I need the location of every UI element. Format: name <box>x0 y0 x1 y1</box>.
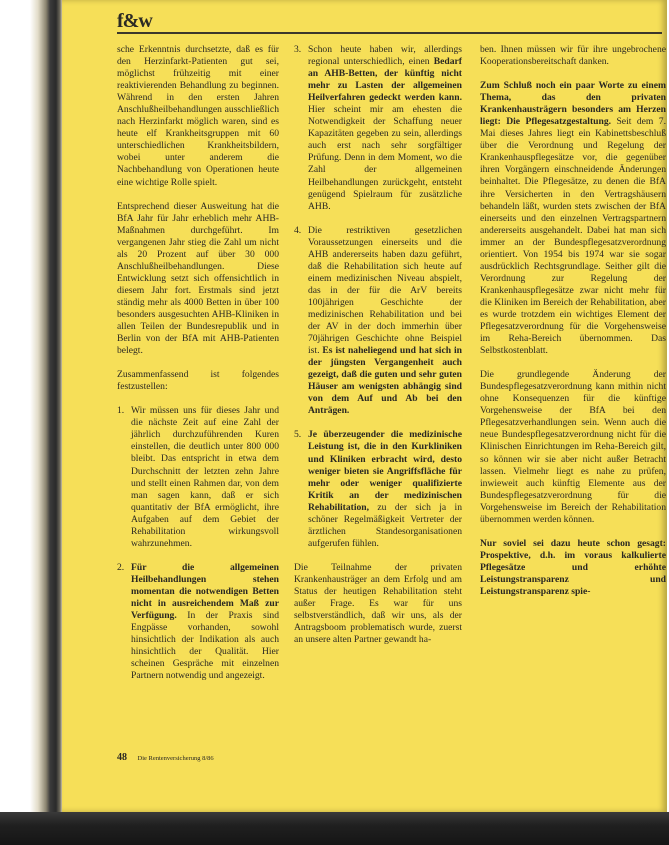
numbered-item-5 <box>294 429 462 549</box>
item-number: 4. <box>294 224 302 236</box>
numbered-item-1 <box>117 405 279 550</box>
paragraph: Die grundlegende Änderung der Bundespflegesatzverordnung kann mithin nicht ohne Konsequenzen für die künftige Vorgehensweise der BfA bei den Pflegesatzverhandlungen sein. Wenn auch die neue Bundespflegesatzverordnung nicht für die Klinischen Einrichtungen im Reha-Bereich gilt, so können wir sie aber nicht außer Betracht lassen. Vielmehr liegt es nahe zu prüfen, inwieweit auch künftig Elemente aus der Bundespflegesatzverordnung für die Vorgehensweise im Bereich der Rehabilitation übernommen werden können. <box>480 369 666 525</box>
paragraph: Die Teilnahme der privaten Krankenhausträger an dem Erfolg und am Status der heutigen Rehabilitation steht außer Frage. Es war für uns selbstverständlich, daß wir uns, als der Antragsboom problematisch wurde, zuerst an unsere alten Partner gewandt ha- <box>294 561 462 646</box>
bold-text: Je überzeugender die medizinische Leistung ist, die in den Kurkliniken und Kliniken erbracht wird, desto weniger bieten sie Angriffsfläche für mehr oder weniger qualifizierte Kritik an der medizinischen Rehabilitation, <box>308 429 462 513</box>
item-number: 2. <box>117 561 125 573</box>
bold-text: Nur soviel sei dazu heute schon gesagt: Prospektive, d.h. im voraus kalkulierte Pflegesätze und erhöhte Leistungstransparenz und Leistungstransparenz spie- <box>480 537 666 597</box>
scan-background <box>0 812 669 845</box>
paragraph: sche Erkenntnis durchsetzte, daß es für den Herzinfarkt-Patienten gut sei, möglichst frühzeitig mit einer reaktivierenden Behandlung zu beginnen. Während in den ersten Jahren Anschlußheilbehandlungen ausschließlich nach Herzinfarkt möglich waren, sind es heute elf Krankheitsgruppen mit 60 unterschiedlichen Krankheitsbildern, wobei unter anderem die Nachbehandlung von Operationen heute eine wichtige Rolle spielt. <box>117 44 279 188</box>
bold-text: Es ist naheliegend und hat sich in der jüngsten Vergangenheit auch gezeigt, daß die guten und sehr guten Häuser am wenigsten abhängig sind von dem Auf und Ab bei den Anträgen. <box>308 345 462 417</box>
numbered-item-2 <box>117 562 279 682</box>
book-spine-shadow <box>0 0 62 845</box>
text-column-1 <box>117 44 279 694</box>
paragraph: Entsprechend dieser Ausweitung hat die BfA Jahr für Jahr erheblich mehr AHB-Maßnahmen durchgeführt. Im vergangenen Jahr stieg die Zahl um nicht als 20 Prozent auf über 30 000 Anschlußheilbehandlungen. Diese Entwicklung setzt sich offensichtlich in diesem Jahr fort. Erstmals sind jetzt ständig mehr als 4000 Betten in über 100 besonders ausgesuchten AHB-Kliniken in allen Teilen der Bundesrepublik und in Berlin von der BfA mit AHB-Patienten belegt. <box>117 200 279 357</box>
item-text-rest: In der Praxis sind Engpässe vorhanden, sowohl hinsichtlich der Indikation als auch hinsichtlich der Qualität. Hier scheinen Gespräche mit einzelnen Partnern notwendig und angezeigt. <box>131 610 279 682</box>
text-column-3 <box>480 44 666 610</box>
paragraph: Zusammenfassend ist folgendes festzustellen: <box>117 369 279 393</box>
item-number: 3. <box>294 44 302 55</box>
publication-source: Die Rentenversicherung 8/86 <box>137 755 214 762</box>
magazine-logo: f&w <box>117 10 152 32</box>
document-page <box>62 0 667 812</box>
item-text-a: Die restriktiven gesetzlichen Voraussetzungen einerseits und die AHB andererseits haben dazu geführt, daß die Rehabilitation sich heute auf einem medizinischen Niveau abspielt, das in der für die ArV bereits 100jährigen Geschichte der medizinischen Rehabilitation und bei der AV in der doch immerhin über 70jährigen Geschichte ohne Beispiel ist. <box>308 224 462 357</box>
item-text <box>308 429 462 549</box>
item-text-rest: zu der sich ja in schöner Regelmäßigkeit Vertreter der ärztlichen Standesorganisationen aufgerufen fühlen. <box>308 501 462 549</box>
item-text: Wir müssen uns für dieses Jahr und die nächste Zeit auf eine Zahl der jährlich durchzuführenden Kuren einstellen, die deutlich unter 800 000 bleibt. Das entspricht in etwa dem Durchschnitt der letzten zehn Jahre und stellt einen Rahmen dar, von dem man sagen kann, daß er sich quantitativ der BfA ermöglicht, ihre Aufgaben auf dem Gebiet der Rehabilitation wirkungsvoll wahrzunehmen. <box>131 405 279 549</box>
bold-text: Für die allgemeinen Heilbehandlungen stehen momentan die notwendigen Betten nicht in ausreichendem Maß zur Verfügung. <box>131 561 279 622</box>
item-text-b: Hier scheint mir am ehesten die Notwendigkeit der Schaffung neuer Kapazitäten gegeben zu sein, allerdings auch erst nach sehr sorgfältiger Prüfung. Denn in dem Moment, wo die Zahl der allgemeinen Heilbehandlungen zurückgeht, entsteht genügend Spielraum für zusätzliche AHB. <box>308 104 462 212</box>
bold-text: Zum Schluß noch ein paar Worte zu einem Thema, das den privaten Krankenhausträgern besonders am Herzen liegt: Die Pflegesatzgestaltung. <box>480 80 666 128</box>
item-number: 5. <box>294 429 302 441</box>
paragraph: ben. Ihnen müssen wir für ihre ungebrochene Kooperationsbereitschaft danken. <box>480 44 666 68</box>
item-text <box>308 225 462 418</box>
paragraph <box>480 538 666 598</box>
bold-text: Bedarf an AHB-Betten, der künftig nicht mehr zu Lasten der allgemeinen Heilverfahren gedeckt werden kann. <box>308 56 462 104</box>
item-number: 1. <box>117 405 125 417</box>
header-rule <box>117 32 662 34</box>
text-column-2 <box>294 44 462 658</box>
page-footer <box>117 752 214 763</box>
numbered-item-4 <box>294 225 462 418</box>
paragraph-rest: Seit dem 7. Mai dieses Jahres liegt ein Kabinettsbeschluß über die Verordnung und Regelung der Krankenhauspflegesätze vor, die gegenüber ihren Vorgängern einschneidende Änderungen beinhaltet. Die Pflegesätze, zu denen die BfA ihre Versicherten in den Vertragshäusern behandeln läßt, wurden stets zwischen der BfA einerseits und den einzelnen Vertragspartnern andererseits ausgehandelt. Dabei hat man sich immer an der Bundespflegesatzverordnung orientiert. Von 1954 bis 1974 war sie sogar ausdrücklich Rechtsgrundlage. Seither gilt die Verordnung zur Regelung der Krankenhauspflegesätze zwar nicht mehr für die Kliniken im Bereich der Rehabilitation, aber es wurde trotzdem ein wichtiges Element der Pflegesatzverordnung für die Vorgehensweise im Reha-Bereich übernommen. Das Selbstkostenblatt. <box>480 116 666 357</box>
item-text <box>308 44 462 213</box>
page-number: 48 <box>117 752 127 763</box>
item-text-a: Schon heute haben wir, allerdings regional unterschiedlich, einen <box>308 44 462 68</box>
numbered-item-3 <box>294 44 462 213</box>
item-text <box>131 562 279 682</box>
paragraph <box>480 80 666 357</box>
